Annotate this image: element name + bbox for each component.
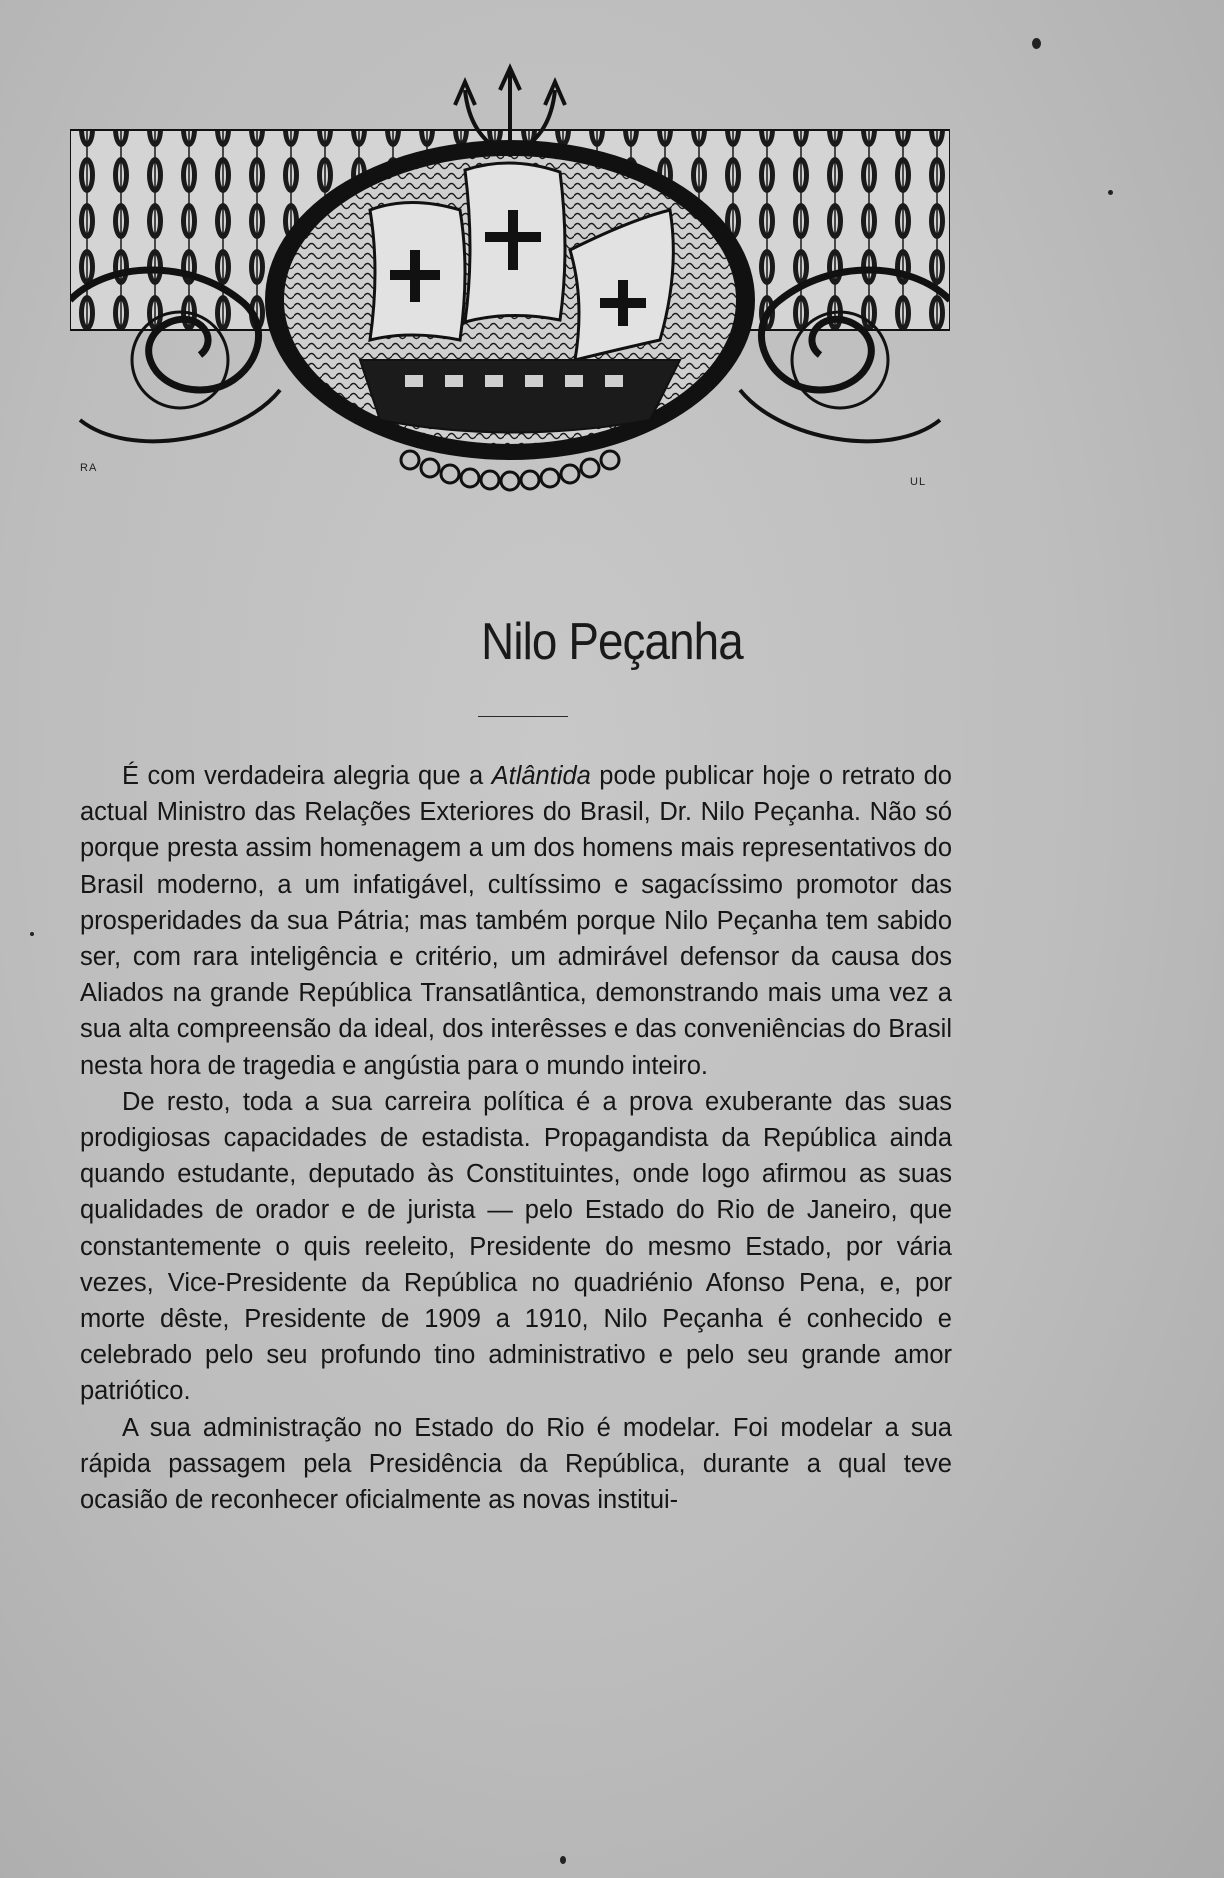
title-divider — [478, 716, 568, 717]
article-title: Nilo Peçanha — [481, 613, 743, 671]
illustrator-signature-right: UL — [910, 476, 927, 488]
paragraph-2: De resto, toda a sua carreira política é a prova exuberante das suas prodigiosas capacidades de estadista. Propagandista da República ainda quando estudante, deputado às Constituintes, onde logo afirmou as suas qualidades de orador e de jurista — pelo Estado do Rio de Janeiro, que constantemente o quis reeleito, Presidente do mesmo Estado, por vária vezes, Vice-Presidente da República no quadriénio Afonso Pena, e, por morte dêste, Presidente de 1909 a 1910, Nilo Peçanha é conhecido e celebrado pelo seu profundo tino administrativo e pelo seu grande amor patriótico. — [80, 1087, 952, 1406]
caravel-ornament-illustration — [70, 60, 950, 510]
article-body — [80, 758, 952, 1518]
ink-speck — [30, 932, 34, 936]
paragraph-1: É com verdadeira alegria que a Atlântida pode publicar hoje o retrato do actual Ministro das Relações Exteriores do Brasil, Dr. Nilo Peçanha. Não só porque presta assim homenagem a um dos homens mais representativos do Brasil moderno, a um infatigável, cultíssimo e sagacíssimo promotor das prosperidades da sua Pátria; mas também porque Nilo Peçanha tem sabido ser, com rara inteligência e critério, um admirável defensor da causa dos Aliados na grande República Transatlântica, demonstrando mais uma vez a sua alta compreensão da ideal, dos interêsses e das conveniências do Brasil nesta hora de tragedia e angústia para o mundo inteiro. — [80, 762, 952, 1080]
ink-speck — [1032, 38, 1041, 49]
paragraph-3: A sua administração no Estado do Rio é modelar. Foi modelar a sua rápida passagem pela Presidência da República, durante a qual teve ocasião de reconhecer oficialmente as novas institui- — [80, 1413, 952, 1515]
ink-speck — [1108, 190, 1113, 195]
magazine-name: Atlântida — [491, 762, 591, 790]
ink-speck — [560, 1856, 566, 1864]
illustrator-signature-left: RA — [80, 462, 98, 474]
